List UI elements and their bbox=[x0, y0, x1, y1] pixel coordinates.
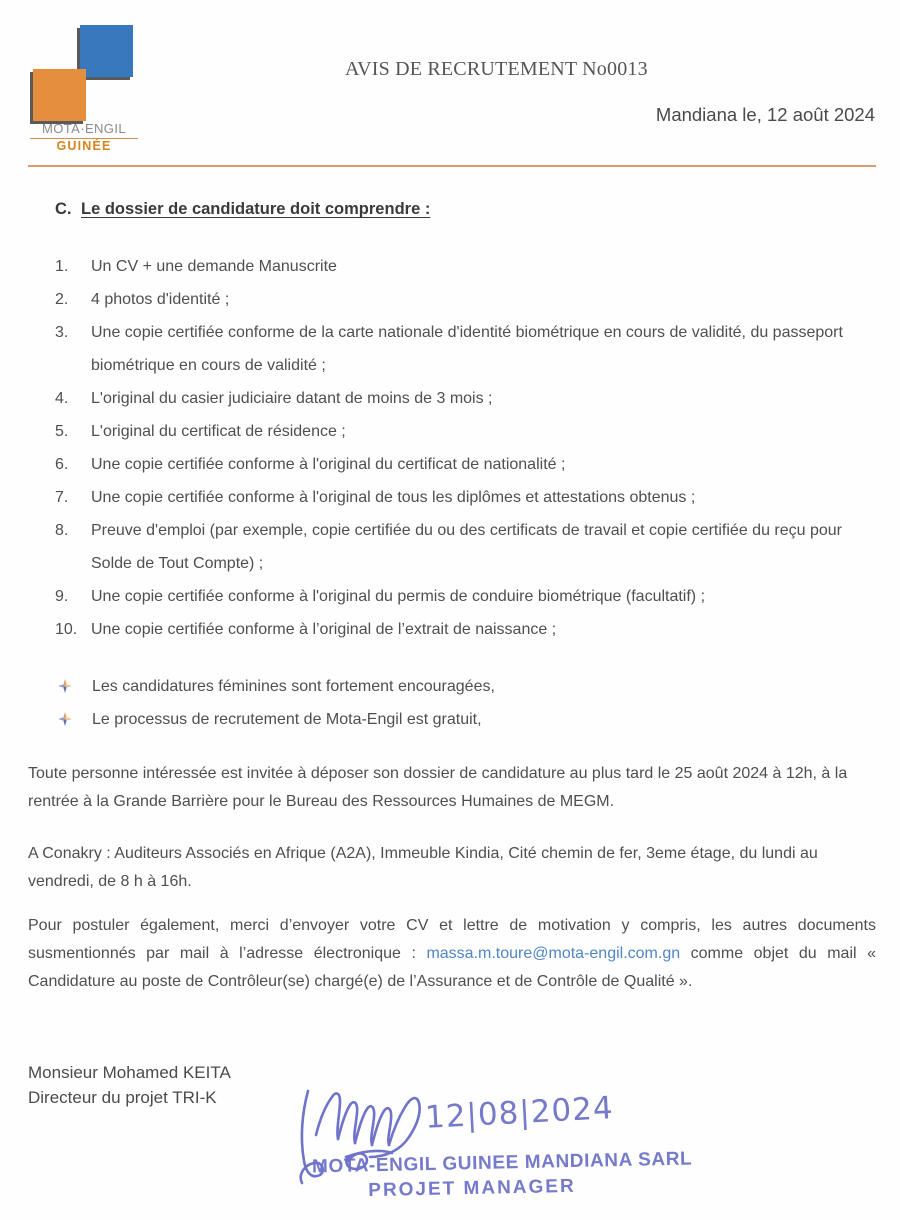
list-item-text: 4 photos d'identité ; bbox=[91, 291, 230, 308]
list-item bbox=[55, 250, 880, 283]
signatory-block bbox=[28, 1060, 231, 1110]
compass-bullet-icon bbox=[58, 670, 92, 693]
handwritten-date: 12|08|2024 bbox=[424, 1090, 615, 1136]
document-date: Mandiana le, 12 août 2024 bbox=[655, 104, 875, 125]
stamp-company-line: MOTA-ENGIL GUINEE MANDIANA SARL bbox=[311, 1148, 693, 1178]
logo-country-label: GUINÉE bbox=[56, 139, 112, 153]
logo-wordmark: MOTA·ENGIL bbox=[42, 121, 126, 136]
list-item-number: 5. bbox=[55, 423, 69, 440]
list-item-text: Les candidatures féminines sont fortement encouragées, bbox=[92, 678, 495, 695]
section-heading bbox=[55, 200, 430, 219]
contact-email-link[interactable]: massa.m.toure@mota-engil.com.gn bbox=[426, 945, 681, 962]
list-item bbox=[55, 481, 880, 514]
list-item-number: 4. bbox=[55, 390, 69, 407]
list-item-number: 3. bbox=[55, 324, 69, 341]
list-item-number: 9. bbox=[55, 588, 69, 605]
list-item-text: Un CV + une demande Manuscrite bbox=[91, 258, 337, 275]
logo-blue-square bbox=[80, 25, 133, 77]
list-item-text: Le processus de recrutement de Mota-Engil est gratuit, bbox=[92, 711, 482, 728]
list-item bbox=[55, 283, 880, 316]
list-item-number: 10. bbox=[55, 621, 78, 638]
apply-paragraph bbox=[28, 912, 876, 996]
stamp-role-line: PROJET MANAGER bbox=[368, 1175, 576, 1202]
list-item-number: 2. bbox=[55, 291, 69, 308]
logo-orange-square bbox=[33, 69, 86, 121]
list-item bbox=[55, 613, 880, 646]
list-item bbox=[55, 382, 880, 415]
list-item-text: Une copie certifiée conforme à l'original du certificat de nationalité ; bbox=[91, 456, 566, 473]
requirements-list bbox=[55, 250, 880, 646]
section-letter: C. bbox=[55, 200, 72, 218]
list-item bbox=[58, 670, 858, 703]
apply-text-before-email: Pour postuler également, merci d’envoyer votre CV et lettre de motivation y compris, les autres documents susmentionnés par mail à l’adresse électronique : bbox=[28, 917, 876, 962]
list-item-number: 8. bbox=[55, 522, 69, 539]
list-item-number: 7. bbox=[55, 489, 69, 506]
section-heading-label: Le dossier de candidature doit comprendre : bbox=[81, 200, 431, 218]
list-item bbox=[55, 514, 880, 580]
list-item-number: 6. bbox=[55, 456, 69, 473]
list-item-text: Une copie certifiée conforme de la carte nationale d'identité biométrique en cours de validité, du passeport biométrique en cours de validité ; bbox=[91, 324, 843, 374]
list-item bbox=[55, 316, 880, 382]
document-header bbox=[0, 0, 900, 168]
mota-engil-logo bbox=[22, 16, 144, 153]
notes-list bbox=[58, 670, 858, 736]
signatory-role: Directeur du projet TRI-K bbox=[28, 1088, 217, 1107]
apply-text-after-email: comme objet du mail « Candidature au poste de Contrôleur(se) chargé(e) de l’Assurance et de Contrôle de Qualité ». bbox=[28, 945, 877, 990]
compass-bullet-icon bbox=[58, 703, 92, 726]
signatory-name: Monsieur Mohamed KEITA bbox=[28, 1063, 231, 1082]
list-item-number: 1. bbox=[55, 258, 69, 275]
conakry-paragraph: A Conakry : Auditeurs Associés en Afrique (A2A), Immeuble Kindia, Cité chemin de fer, 3eme étage, du lundi au vendredi, de 8 h à 16h. bbox=[28, 845, 818, 890]
list-item bbox=[55, 415, 880, 448]
list-item-text: Une copie certifiée conforme à l’original de l’extrait de naissance ; bbox=[91, 621, 557, 638]
list-item-text: L'original du certificat de résidence ; bbox=[91, 423, 346, 440]
list-item bbox=[58, 703, 858, 736]
list-item-text: Une copie certifiée conforme à l'original du permis de conduire biométrique (facultatif) ; bbox=[91, 588, 706, 605]
signature-stamp bbox=[250, 1085, 693, 1215]
list-item bbox=[55, 580, 880, 613]
header-divider bbox=[28, 165, 876, 167]
page-title: AVIS DE RECRUTEMENT No0013 bbox=[345, 58, 648, 80]
list-item-text: Une copie certifiée conforme à l'original de tous les diplômes et attestations obtenus ; bbox=[91, 489, 696, 506]
list-item bbox=[55, 448, 880, 481]
deadline-paragraph: Toute personne intéressée est invitée à déposer son dossier de candidature au plus tard le 25 août 2024 à 12h, à la rentrée à la Grande Barrière pour le Bureau des Ressources Humaines de MEGM. bbox=[28, 765, 848, 810]
list-item-text: L'original du casier judiciaire datant de moins de 3 mois ; bbox=[91, 390, 493, 407]
list-item-text: Preuve d'emploi (par exemple, copie certifiée du ou des certificats de travail et copie certifiée du reçu pour Solde de Tout Compte) ; bbox=[91, 522, 842, 572]
